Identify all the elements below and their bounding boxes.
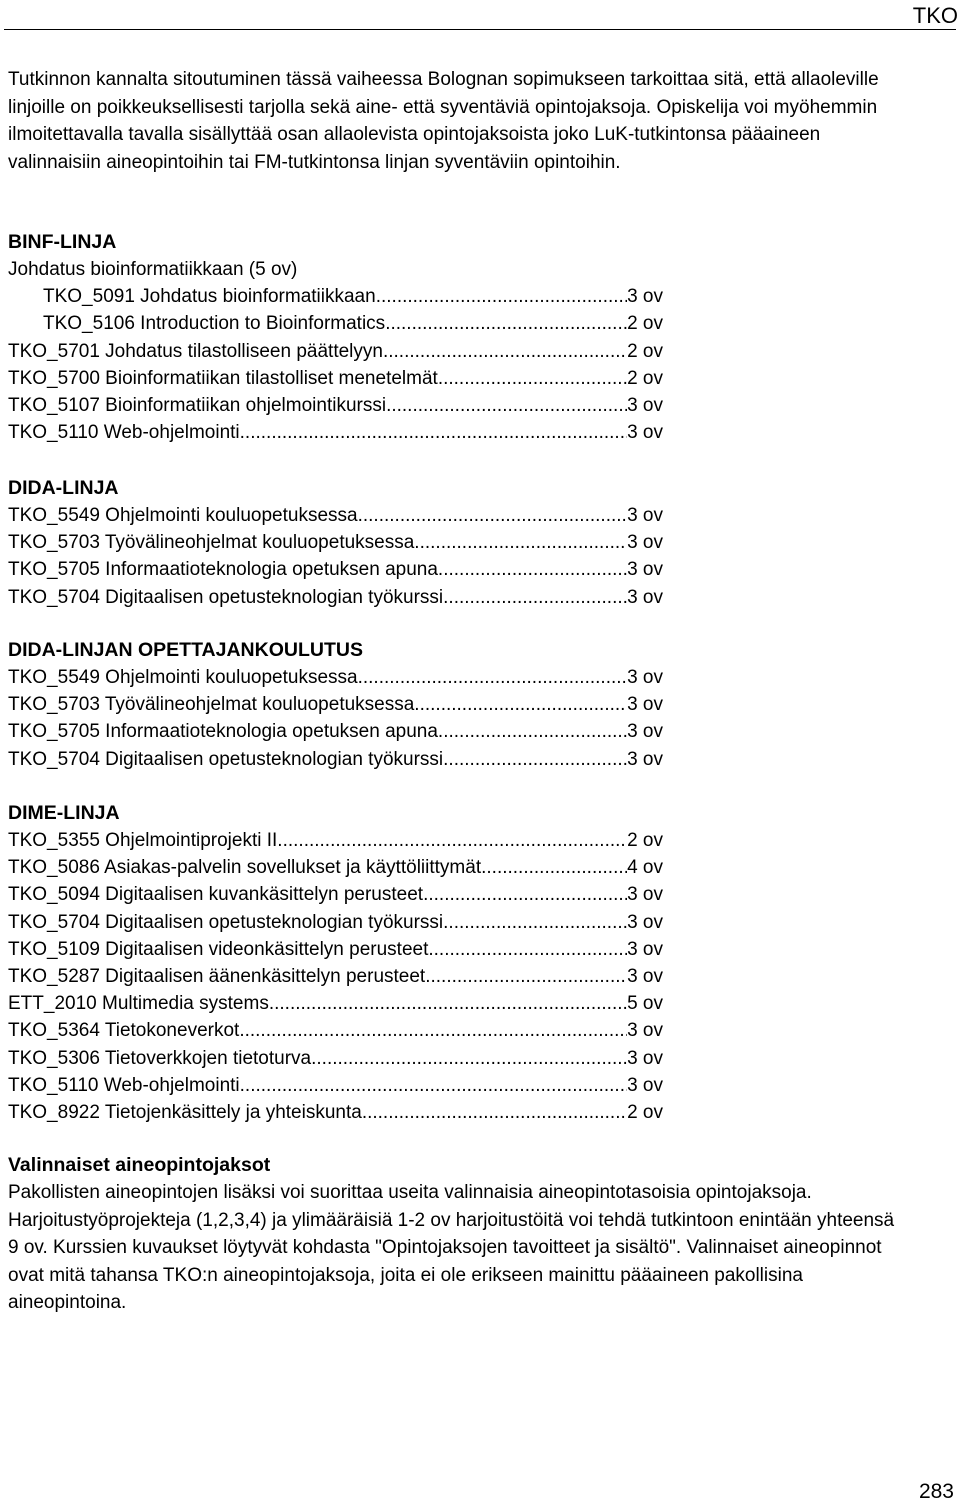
course-row	[8, 283, 663, 310]
course-name: TKO_5705 Informaatioteknologia opetuksen apuna	[8, 721, 438, 743]
course-name: ETT_2010 Multimedia systems	[8, 993, 269, 1015]
course-credits: 3 ov	[627, 938, 663, 960]
dot-leader	[428, 936, 627, 963]
electives-section	[8, 1152, 908, 1317]
intro-paragraph: Tutkinnon kannalta sitoutuminen tässä vaiheessa Bolognan sopimukseen tarkoittaa sitä, että allaoleville linjoille on poikkeuksellisesti tarjolla sekä aine- että syventäviä opintojaksoja. Opiskelija voi myöhemmin ilmoitettavalla tavalla sisällyttää osan allaolevista opintojaksoista joko LuK-tutkintonsa pääaineen valinnaisiin aineopintoihin tai FM-tutkintonsa linjan syventäviin opintoihin.	[8, 69, 879, 173]
course-credits: 3 ov	[627, 884, 663, 906]
course-name: TKO_5094 Digitaalisen kuvankäsittelyn perusteet	[8, 884, 424, 906]
course-row	[8, 529, 663, 556]
course-credits: 2 ov	[627, 367, 663, 389]
dot-leader	[438, 718, 627, 745]
course-row	[8, 392, 663, 419]
course-row	[8, 1017, 663, 1044]
header-rule	[4, 29, 956, 30]
course-name: TKO_5106 Introduction to Bioinformatics	[43, 313, 386, 335]
section-dida-teacher-training	[8, 636, 708, 773]
course-name: TKO_5364 Tietokoneverkot	[8, 1020, 240, 1042]
dot-leader	[240, 419, 627, 446]
course-row	[8, 936, 663, 963]
running-header: TKO	[912, 3, 958, 28]
course-credits: 3 ov	[627, 1047, 663, 1069]
course-credits: 4 ov	[627, 857, 663, 879]
course-name: TKO_5704 Digitaalisen opetusteknologian työkurssi	[8, 748, 444, 770]
dot-leader	[362, 1099, 627, 1126]
dot-leader	[425, 963, 627, 990]
section-binf	[8, 228, 708, 446]
course-credits: 3 ov	[627, 1074, 663, 1096]
course-credits: 3 ov	[627, 748, 663, 770]
course-row	[8, 664, 663, 691]
electives-heading: Valinnaiset aineopintojaksot	[8, 1154, 271, 1176]
course-credits: 2 ov	[627, 340, 663, 362]
dot-leader	[277, 827, 627, 854]
dot-leader	[269, 990, 627, 1017]
section-dida	[8, 474, 708, 611]
course-row	[8, 1072, 663, 1099]
course-credits: 3 ov	[627, 505, 663, 526]
dot-leader	[443, 584, 627, 611]
course-credits: 3 ov	[627, 1020, 663, 1042]
course-credits: 2 ov	[627, 830, 663, 851]
dot-leader	[358, 664, 627, 691]
course-name: TKO_5287 Digitaalisen äänenkäsittelyn perusteet	[8, 965, 426, 987]
dot-leader	[443, 909, 627, 936]
course-row	[8, 365, 663, 392]
course-credits: 3 ov	[627, 532, 663, 554]
course-row	[8, 1045, 663, 1072]
dot-leader	[311, 1045, 627, 1072]
course-credits: 3 ov	[627, 559, 663, 581]
course-name: TKO_5701 Johdatus tilastolliseen päättelyyn	[8, 340, 383, 362]
course-credits: 2 ov	[627, 313, 663, 335]
course-credits: 5 ov	[627, 993, 663, 1015]
course-row	[8, 881, 663, 908]
course-name: TKO_5355 Ohjelmointiprojekti II	[8, 830, 278, 851]
course-row	[8, 963, 663, 990]
dot-leader	[358, 502, 627, 529]
section-heading: BINF-LINJA	[8, 231, 117, 253]
course-name: TKO_5703 Työvälineohjelmat kouluopetuksessa	[8, 532, 415, 554]
dot-leader	[386, 392, 627, 419]
course-credits: 3 ov	[627, 422, 663, 444]
course-row	[8, 310, 663, 337]
course-name: TKO_5700 Bioinformatiikan tilastolliset menetelmät	[8, 367, 438, 389]
section-subheading: Johdatus bioinformatiikkaan (5 ov)	[8, 259, 298, 280]
dot-leader	[240, 1072, 627, 1099]
course-credits: 3 ov	[627, 394, 663, 416]
course-row	[8, 854, 663, 881]
dot-leader	[383, 338, 627, 365]
course-credits: 3 ov	[627, 965, 663, 987]
course-row	[8, 1099, 663, 1126]
course-name: TKO_8922 Tietojenkäsittely ja yhteiskunta	[8, 1101, 362, 1123]
course-row	[8, 718, 663, 745]
course-name: TKO_5110 Web-ohjelmointi	[8, 422, 240, 444]
course-name: TKO_5109 Digitaalisen videonkäsittelyn perusteet	[8, 938, 429, 960]
electives-paragraph: Pakollisten aineopintojen lisäksi voi suorittaa useita valinnaisia aineopintotasoisia opintojaksoja. Harjoitustyöprojekteja (1,2,3,4) ja ylimääräisiä 1-2 ov harjoitustöitä voi tehdä tutkintoon enintään yhteensä 9 ov. Kurssien kuvaukset löytyvät kohdasta "Opintojaksojen tavoitteet ja sisältö". Valinnaiset aineopinnot ovat mitä tahansa TKO:n aineopintojaksoja, joita ei ole erikseen mainittu pääaineen pakollisina aineopintoina.	[8, 1182, 895, 1313]
course-name: TKO_5703 Työvälineohjelmat kouluopetuksessa	[8, 694, 415, 716]
course-name: TKO_5107 Bioinformatiikan ohjelmointikurssi	[8, 394, 387, 416]
course-row	[8, 338, 663, 365]
course-row	[8, 990, 663, 1017]
course-name: TKO_5549 Ohjelmointi kouluopetuksessa	[8, 667, 358, 688]
course-name: TKO_5705 Informaatioteknologia opetuksen apuna	[8, 559, 438, 581]
course-row	[8, 691, 663, 718]
course-name: TKO_5306 Tietoverkkojen tietoturva	[8, 1047, 312, 1069]
page-number: 283	[918, 1480, 954, 1503]
dot-leader	[481, 854, 627, 881]
section-heading: DIDA-LINJAN OPETTAJANKOULUTUS	[8, 639, 363, 661]
dot-leader	[443, 746, 627, 773]
course-name: TKO_5110 Web-ohjelmointi	[8, 1074, 240, 1096]
dot-leader	[438, 556, 627, 583]
course-credits: 3 ov	[627, 667, 663, 688]
course-row	[8, 556, 663, 583]
course-credits: 2 ov	[627, 1101, 663, 1123]
dot-leader	[414, 529, 627, 556]
course-row	[8, 502, 663, 529]
dot-leader	[414, 691, 627, 718]
course-row	[8, 746, 663, 773]
course-credits: 3 ov	[627, 911, 663, 933]
course-credits: 3 ov	[627, 694, 663, 716]
course-credits: 3 ov	[627, 286, 663, 308]
dot-leader	[239, 1017, 627, 1044]
course-credits: 3 ov	[627, 721, 663, 743]
dot-leader	[438, 365, 627, 392]
section-dime	[8, 799, 708, 1126]
course-name: TKO_5086 Asiakas-palvelin sovellukset ja käyttöliittymät	[8, 857, 482, 879]
course-name: TKO_5704 Digitaalisen opetusteknologian työkurssi	[8, 911, 444, 933]
section-heading: DIME-LINJA	[8, 802, 120, 824]
course-row	[8, 827, 663, 854]
dot-leader	[423, 881, 627, 908]
course-row	[8, 909, 663, 936]
dot-leader	[376, 283, 627, 310]
course-row	[8, 584, 663, 611]
course-name: TKO_5704 Digitaalisen opetusteknologian työkurssi	[8, 586, 444, 608]
course-name: TKO_5549 Ohjelmointi kouluopetuksessa	[8, 505, 358, 526]
section-heading: DIDA-LINJA	[8, 477, 119, 499]
dot-leader	[385, 310, 627, 337]
course-credits: 3 ov	[627, 586, 663, 608]
course-row	[8, 419, 663, 446]
course-name: TKO_5091 Johdatus bioinformatiikkaan	[43, 286, 376, 308]
